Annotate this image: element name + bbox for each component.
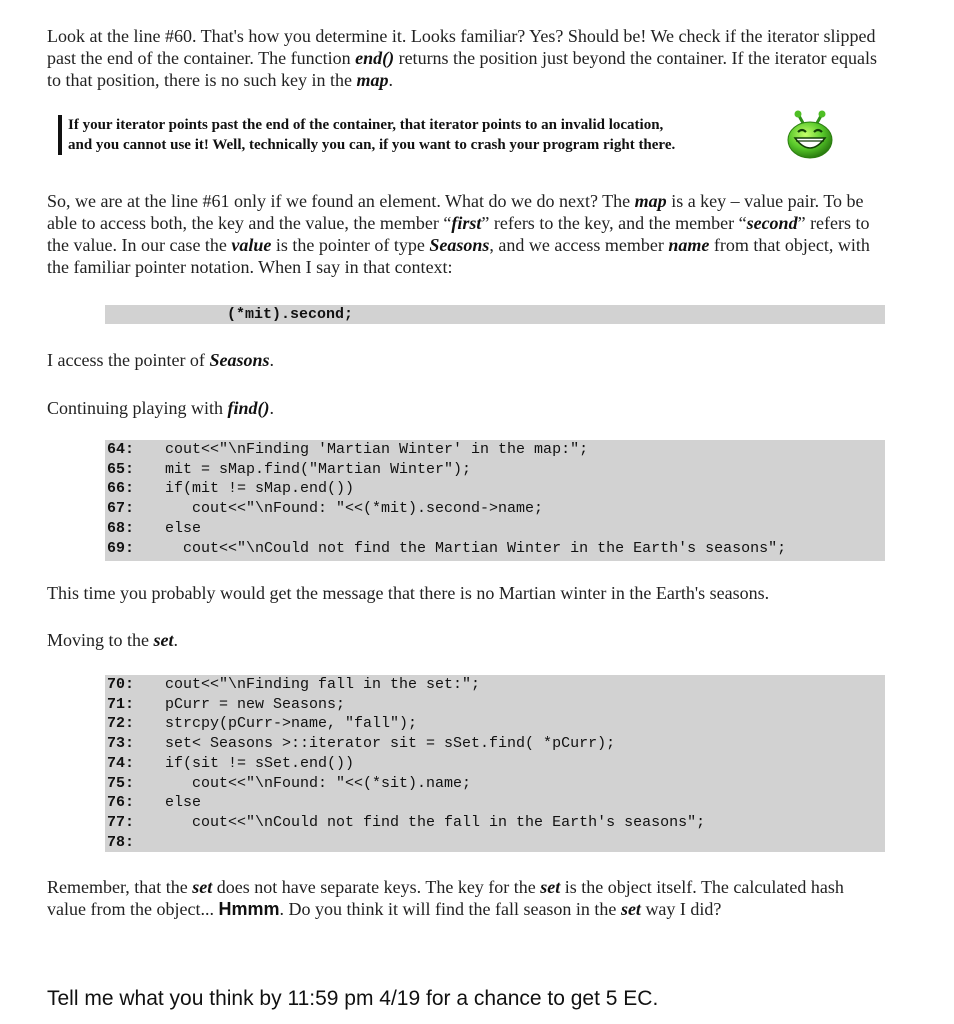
code-line: cout<<"\nFinding fall in the set:";: [165, 676, 481, 693]
code-line: (*mit).second;: [227, 306, 354, 323]
code-line: if(mit != sMap.end()): [165, 480, 355, 498]
paragraph-find: Continuing playing with find().: [47, 398, 275, 418]
paragraph-martian-winter: This time you probably would get the message that there is no Martian winter in the Earth's seasons.: [47, 583, 770, 603]
line-number: 64:: [107, 441, 135, 458]
line-number: 65:: [107, 460, 135, 478]
code-line: cout<<"\nCould not find the fall in the Earth's seasons";: [165, 813, 706, 831]
line-number: 67:: [107, 500, 135, 518]
line-number: 78:: [107, 833, 135, 851]
map-term: map: [356, 70, 389, 90]
code-line: strcpy(pCurr->name, "fall");: [165, 715, 418, 733]
paragraph-set-keys: Remember, that the set does not have separate keys. The key for the set is the object itself. The calculated hash value from the object... Hmmm. Do you think it will find the fall season in the set way I did?: [47, 877, 844, 919]
line-number: 73:: [107, 735, 135, 753]
code-block-set-find: [105, 675, 885, 852]
paragraph-access-pointer: I access the pointer of Seasons.: [47, 350, 274, 370]
line-number: 71:: [107, 695, 135, 713]
code-line: else: [165, 519, 202, 537]
line-number: 72:: [107, 715, 135, 733]
paragraph-end-iterator: Look at the line #60. That's how you determine it. Looks familiar? Yes? Should be! We check if the iterator slipped past the end of the container. The function end() returns the position just beyond the container. If the iterator equals to that position, there is no such key in the map.: [47, 26, 877, 90]
paragraph-map-pair: So, we are at the line #61 only if we found an element. What do we do next? The map is a key – value pair. To be able to access both, the key and the value, the member “first” refers to the key, and the member “second” refers to the value. In our case the value is the pointer of type Seasons, and we access member name from that object, with the familiar pointer notation. When I say in that context:: [47, 191, 870, 277]
line-number: 70:: [107, 676, 135, 693]
code-line: else: [165, 794, 202, 812]
line-number: 66:: [107, 480, 135, 498]
code-line: mit = sMap.find("Martian Winter");: [165, 460, 472, 478]
code-line: pCurr = new Seasons;: [165, 695, 346, 713]
code-block-map-find: [105, 440, 885, 561]
line-number: 76:: [107, 794, 135, 812]
line-number: 77:: [107, 813, 135, 831]
code-line: cout<<"\nCould not find the Martian Winter in the Earth's seasons";: [165, 539, 787, 557]
code-line: if(sit != sSet.end()): [165, 754, 355, 772]
warning-note: [58, 115, 768, 155]
line-number: 75:: [107, 774, 135, 792]
closing-prompt: Tell me what you think by 11:59 pm 4/19 for a chance to get 5 EC.: [47, 987, 659, 1010]
code-line: cout<<"\nFinding 'Martian Winter' in the map:";: [165, 441, 589, 458]
green-smiley-icon: [786, 110, 834, 160]
warning-note-line-1: If your iterator points past the end of the container, that iterator points to an invalid location,: [68, 117, 664, 133]
warning-note-line-2: and you cannot use it! Well, technically you can, if you want to crash your program right there.: [68, 137, 676, 153]
line-number: 74:: [107, 754, 135, 772]
code-block-mit-second: [105, 305, 885, 324]
code-line: set< Seasons >::iterator sit = sSet.find( *pCurr);: [165, 735, 616, 753]
code-line: cout<<"\nFound: "<<(*mit).second->name;: [165, 500, 544, 518]
line-number: 69:: [107, 539, 135, 557]
paragraph-moving-to-set: Moving to the set.: [47, 630, 178, 650]
end-function: end(): [355, 48, 395, 68]
line-number: 68:: [107, 519, 135, 537]
code-line: cout<<"\nFound: "<<(*sit).name;: [165, 774, 472, 792]
